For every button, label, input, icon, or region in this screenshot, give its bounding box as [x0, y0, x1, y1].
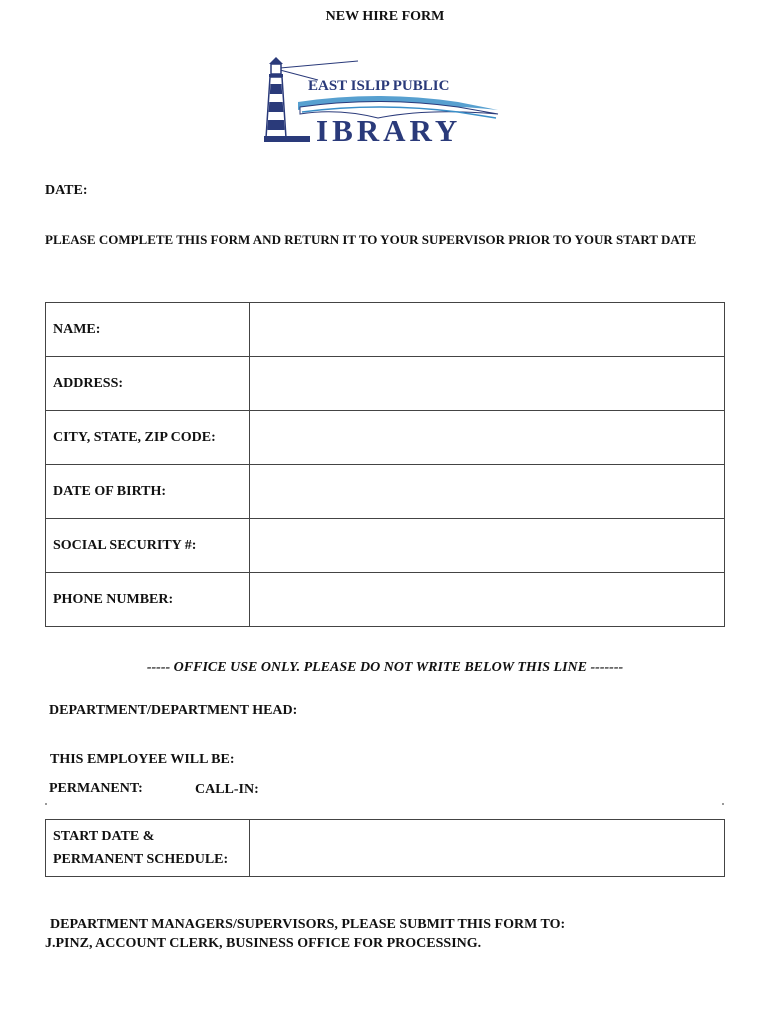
name-label: NAME: — [46, 303, 250, 357]
submit-instructions-line2: J.PINZ, ACCOUNT CLERK, BUSINESS OFFICE FOR PROCESSING. — [45, 936, 482, 951]
form-title: NEW HIRE FORM — [325, 9, 445, 24]
address-field[interactable] — [250, 357, 724, 410]
employee-info-table — [45, 302, 725, 627]
start-date-label-line2: PERMANENT SCHEDULE: — [53, 852, 229, 867]
department-head-label: DEPARTMENT/DEPARTMENT HEAD: — [49, 703, 298, 718]
instructions-text: PLEASE COMPLETE THIS FORM AND RETURN IT TO YOUR SUPERVISOR PRIOR TO YOUR START DATE — [45, 232, 697, 247]
name-field-cell — [250, 303, 725, 357]
city-state-zip-label: CITY, STATE, ZIP CODE: — [46, 411, 250, 465]
call-in-label: CALL-IN: — [195, 782, 259, 797]
start-date-label-line1: START DATE & — [53, 829, 155, 844]
submit-instructions-line1: DEPARTMENT MANAGERS/SUPERVISORS, PLEASE SUBMIT THIS FORM TO: — [50, 917, 566, 932]
office-use-only-notice: ----- OFFICE USE ONLY. PLEASE DO NOT WRITE BELOW THIS LINE ------- — [146, 660, 624, 675]
date-label: DATE: — [45, 183, 88, 198]
name-field[interactable] — [250, 303, 724, 356]
table-row — [46, 303, 725, 357]
table-row — [46, 820, 725, 877]
start-date-label — [46, 820, 250, 877]
phone-number-label: PHONE NUMBER: — [46, 573, 250, 627]
employee-will-be-label: THIS EMPLOYEE WILL BE: — [50, 752, 235, 767]
date-of-birth-field[interactable] — [250, 465, 724, 518]
date-of-birth-field-cell — [250, 465, 725, 519]
social-security-field-cell — [250, 519, 725, 573]
start-date-field[interactable] — [250, 820, 724, 876]
divider-mark — [722, 803, 724, 805]
divider-mark — [45, 803, 47, 805]
city-state-zip-field[interactable] — [250, 411, 724, 464]
table-row — [46, 357, 725, 411]
date-of-birth-label: DATE OF BIRTH: — [46, 465, 250, 519]
address-label: ADDRESS: — [46, 357, 250, 411]
start-date-field-cell — [250, 820, 725, 877]
phone-number-field-cell — [250, 573, 725, 627]
lighthouse-logo-icon — [258, 52, 508, 152]
phone-number-field[interactable] — [250, 573, 724, 626]
svg-text:IBRARY: IBRARY — [316, 113, 462, 148]
table-row — [46, 519, 725, 573]
table-row — [46, 573, 725, 627]
city-state-zip-field-cell — [250, 411, 725, 465]
address-field-cell — [250, 357, 725, 411]
library-logo — [258, 52, 508, 152]
social-security-label: SOCIAL SECURITY #: — [46, 519, 250, 573]
svg-text:EAST ISLIP PUBLIC: EAST ISLIP PUBLIC — [308, 78, 450, 94]
table-row — [46, 465, 725, 519]
permanent-label: PERMANENT: — [49, 781, 143, 796]
social-security-field[interactable] — [250, 519, 724, 572]
table-row — [46, 411, 725, 465]
start-date-table — [45, 819, 725, 877]
